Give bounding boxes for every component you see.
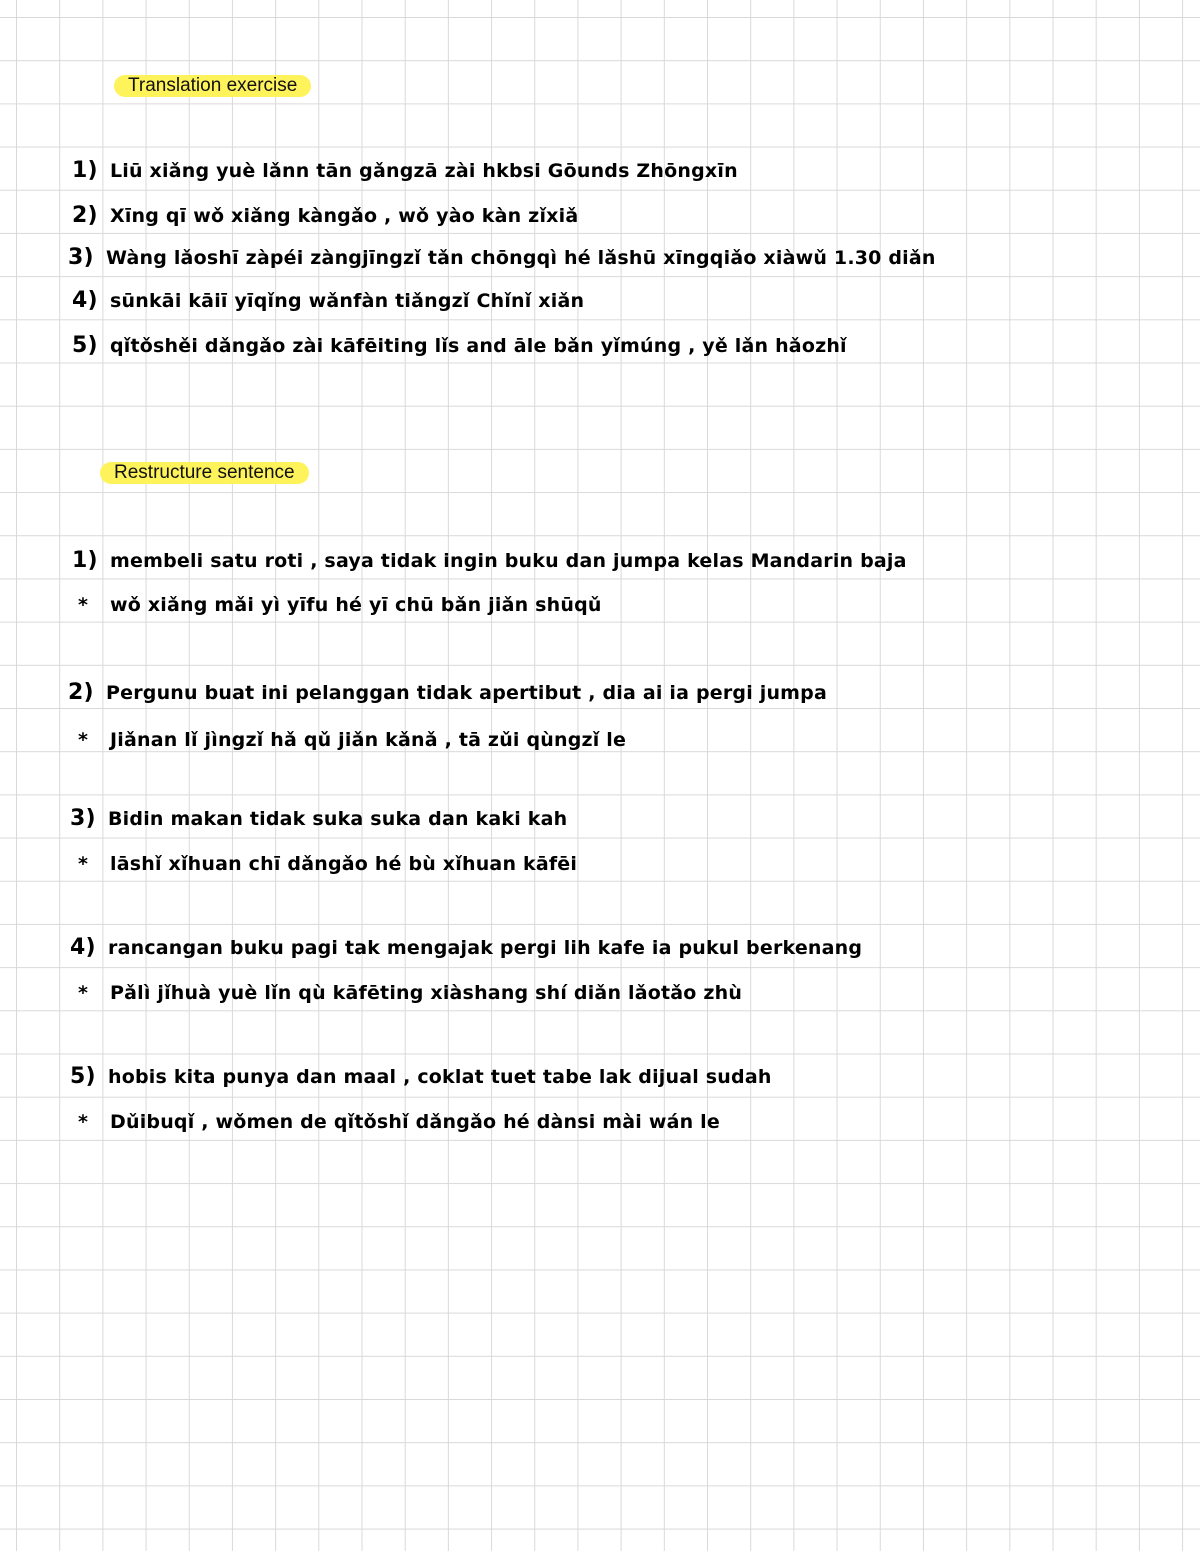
list-item — [72, 288, 584, 314]
item-number: 5) — [72, 333, 98, 358]
list-item — [72, 158, 738, 184]
item-number: 2) — [68, 680, 94, 705]
section-heading-translation: Translation exercise — [114, 75, 311, 97]
list-item — [70, 806, 567, 832]
item-answer-text: Dǔibuqǐ , wǒmen de qǐtǒshǐ dǎngǎo hé dànsi mài wán le — [110, 1111, 720, 1133]
list-item — [72, 203, 578, 229]
item-number: 5) — [70, 1064, 96, 1089]
list-item-answer — [72, 727, 626, 753]
bullet-mark: * — [78, 594, 89, 616]
item-text: Xīng qī wǒ xiǎng kàngǎo , wǒ yào kàn zǐxiǎ — [110, 205, 579, 227]
list-item — [68, 245, 936, 271]
list-item — [70, 935, 862, 961]
list-item-answer — [72, 592, 602, 618]
item-text: hobis kita punya dan maal , coklat tuet tabe lak dijual sudah — [108, 1066, 772, 1088]
item-number: 1) — [72, 158, 98, 183]
item-number: 3) — [68, 245, 94, 270]
list-item — [68, 680, 827, 706]
item-text: Bidin makan tidak suka suka dan kaki kah — [108, 808, 568, 830]
list-item — [72, 548, 907, 574]
list-item — [70, 1064, 772, 1090]
list-item-answer — [72, 1109, 720, 1135]
list-item-answer — [72, 980, 742, 1006]
item-text: rancangan buku pagi tak mengajak pergi lih kafe ia pukul berkenang — [108, 937, 863, 959]
item-text: membeli satu roti , saya tidak ingin buku dan jumpa kelas Mandarin baja — [110, 550, 907, 572]
item-number: 4) — [72, 288, 98, 313]
item-answer-text: Jiǎnan lǐ jìngzǐ hǎ qǔ jiǎn kǎnǎ , tā zǔi qùngzǐ le — [110, 729, 627, 751]
item-text: qǐtǒshěi dǎngǎo zài kāfēiting lǐs and āle bǎn yǐmúng , yě lǎn hǎozhǐ — [110, 335, 847, 357]
item-number: 4) — [70, 935, 96, 960]
item-number: 1) — [72, 548, 98, 573]
item-text: Liū xiǎng yuè lǎnn tān gǎngzā zài hkbsi Gōunds Zhōngxīn — [110, 160, 738, 182]
bullet-mark: * — [78, 982, 89, 1004]
item-text: Pergunu buat ini pelanggan tidak apertibut , dia ai ia pergi jumpa — [106, 682, 827, 704]
item-answer-text: wǒ xiǎng mǎi yì yīfu hé yī chū bǎn jiǎn shūqǔ — [110, 594, 602, 616]
bullet-mark: * — [78, 1111, 89, 1133]
item-number: 3) — [70, 806, 96, 831]
item-text: Wàng lǎoshī zàpéi zàngjīngzǐ tǎn chōngqì hé lǎshū xīngqiǎo xiàwǔ 1.30 diǎn — [106, 247, 936, 269]
bullet-mark: * — [78, 729, 89, 751]
section-heading-restructure: Restructure sentence — [100, 462, 309, 484]
bullet-mark: * — [78, 853, 89, 875]
list-item — [72, 333, 847, 359]
item-text: sūnkāi kāiī yīqǐng wǎnfàn tiǎngzǐ Chǐnǐ xiǎn — [110, 290, 585, 312]
list-item-answer — [72, 851, 577, 877]
item-answer-text: Pǎlì jǐhuà yuè lǐn qù kāfēting xiàshang shí diǎn lǎotǎo zhù — [110, 982, 743, 1004]
item-answer-text: lāshǐ xǐhuan chī dǎngǎo hé bù xǐhuan kāfēi — [110, 853, 578, 875]
item-number: 2) — [72, 203, 98, 228]
